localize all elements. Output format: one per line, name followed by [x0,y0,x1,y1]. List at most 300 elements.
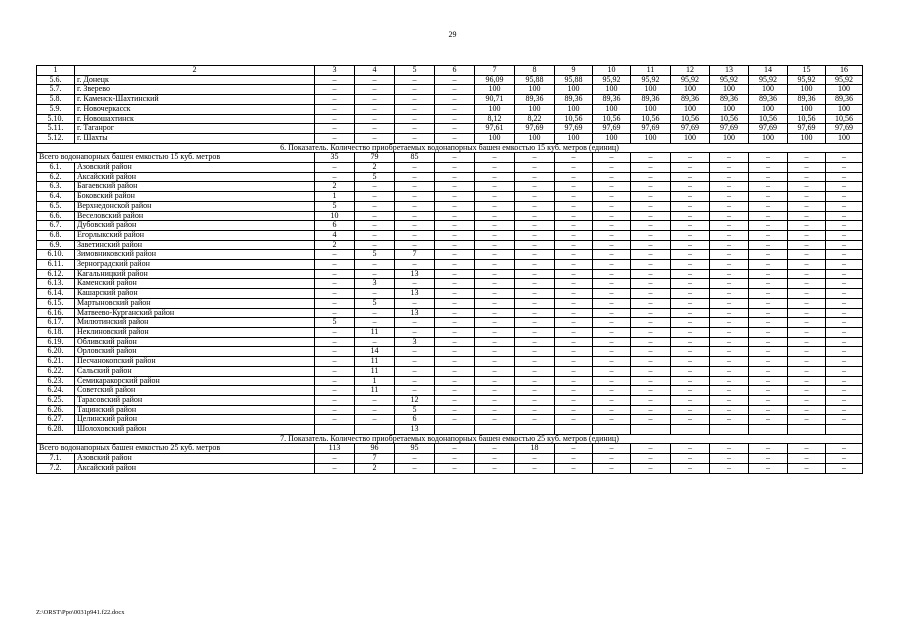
row-number: 6.16. [37,308,75,318]
value-cell: – [515,347,555,357]
value-cell: – [475,444,515,454]
value-cell: – [315,298,355,308]
value-cell: – [435,172,475,182]
table-row [37,230,863,240]
value-cell: – [788,337,826,347]
value-cell: – [749,386,788,396]
value-cell: – [826,279,863,289]
value-cell: – [593,211,631,221]
column-number-cell: 14 [749,66,788,76]
value-cell: – [395,279,435,289]
value-cell: – [631,269,671,279]
value-cell: – [593,298,631,308]
value-cell: – [749,337,788,347]
value-cell: – [671,366,710,376]
value-cell: – [826,327,863,337]
value-cell: – [788,172,826,182]
value-cell: 8,12 [475,114,515,124]
value-cell: – [515,386,555,396]
value-cell: – [593,444,631,454]
value-cell: – [355,230,395,240]
value-cell: – [593,318,631,328]
value-cell: – [593,289,631,299]
value-cell: – [788,366,826,376]
value-cell [315,425,355,435]
row-number: 6.13. [37,279,75,289]
value-cell: – [355,337,395,347]
value-cell: – [593,230,631,240]
value-cell: – [710,230,749,240]
value-cell: – [555,192,593,202]
value-cell: – [710,298,749,308]
table-row [37,405,863,415]
value-cell: – [710,192,749,202]
value-cell: – [315,454,355,464]
value-cell: – [593,269,631,279]
value-cell: – [631,279,671,289]
value-cell: – [826,230,863,240]
row-number: 6.23. [37,376,75,386]
value-cell: 89,36 [631,95,671,105]
value-cell: – [515,211,555,221]
value-cell: – [475,289,515,299]
value-cell: – [355,104,395,114]
table-row [37,425,863,435]
row-number: 6.14. [37,289,75,299]
value-cell: – [515,405,555,415]
value-cell: 113 [315,444,355,454]
value-cell: – [435,230,475,240]
value-cell: – [826,211,863,221]
value-cell: – [671,337,710,347]
value-cell: – [826,298,863,308]
table-row [37,182,863,192]
row-number: 6.10. [37,250,75,260]
value-cell: 2 [315,182,355,192]
value-cell: – [435,211,475,221]
row-name: Азовский район [75,454,315,464]
value-cell: – [515,153,555,163]
value-cell: – [671,260,710,270]
value-cell: – [515,250,555,260]
row-number: 6.4. [37,192,75,202]
value-cell: – [593,454,631,464]
value-cell: – [749,298,788,308]
value-cell: – [749,463,788,473]
footer-path: Z:\ORST\Ppo\0031p941.f22.docx [36,609,125,616]
value-cell: – [555,395,593,405]
column-number-cell: 4 [355,66,395,76]
value-cell: 2 [315,240,355,250]
table-row [37,337,863,347]
value-cell: – [395,163,435,173]
value-cell: – [593,192,631,202]
value-cell: 97,69 [710,124,749,134]
value-cell: – [395,172,435,182]
value-cell: – [671,289,710,299]
value-cell: 10,56 [555,114,593,124]
value-cell: – [395,318,435,328]
value-cell: 5 [355,250,395,260]
value-cell: – [475,454,515,464]
value-cell: – [315,260,355,270]
value-cell: – [555,463,593,473]
row-name: Тацинский район [75,405,315,415]
table-row [37,172,863,182]
value-cell: – [671,308,710,318]
value-cell: – [515,172,555,182]
row-name: г. Донецк [75,75,315,85]
value-cell: – [671,153,710,163]
value-cell: – [788,250,826,260]
value-cell: – [555,454,593,464]
value-cell [475,425,515,435]
row-number: 5.6. [37,75,75,85]
value-cell: – [435,95,475,105]
value-cell: – [671,211,710,221]
value-cell: 100 [593,104,631,114]
value-cell: – [593,250,631,260]
value-cell: 14 [355,347,395,357]
row-name: Заветинский район [75,240,315,250]
row-name: г. Таганрог [75,124,315,134]
value-cell: – [395,240,435,250]
value-cell: – [435,463,475,473]
value-cell: – [555,269,593,279]
value-cell: – [355,221,395,231]
value-cell: – [710,250,749,260]
value-cell: – [475,463,515,473]
value-cell: – [475,192,515,202]
value-cell: – [710,337,749,347]
value-cell: 8,22 [515,114,555,124]
row-name: Боковский район [75,192,315,202]
value-cell: – [555,415,593,425]
value-cell: – [355,192,395,202]
value-cell: 79 [355,153,395,163]
row-number: 6.7. [37,221,75,231]
value-cell: – [555,327,593,337]
table-row [37,327,863,337]
value-cell: – [315,133,355,143]
value-cell: – [631,386,671,396]
value-cell: – [435,153,475,163]
value-cell: 35 [315,153,355,163]
value-cell: 97,61 [475,124,515,134]
value-cell: – [749,153,788,163]
value-cell: 10,56 [671,114,710,124]
value-cell: – [749,318,788,328]
value-cell: – [710,366,749,376]
value-cell: – [593,240,631,250]
value-cell: – [631,192,671,202]
row-number: 6.26. [37,405,75,415]
value-cell: – [593,415,631,425]
total-row [37,153,863,163]
value-cell: – [671,172,710,182]
value-cell: – [710,347,749,357]
value-cell: 100 [826,133,863,143]
value-cell: – [826,318,863,328]
row-name: Обливский район [75,337,315,347]
value-cell: – [315,405,355,415]
value-cell: – [826,153,863,163]
table-row [37,104,863,114]
table-row [37,269,863,279]
value-cell: – [475,221,515,231]
value-cell: 95,92 [749,75,788,85]
value-cell: – [555,405,593,415]
value-cell: – [435,104,475,114]
section-title: 6. Показатель. Количество приобретаемых водонапорных башен емкостью 15 куб. метров (единиц) [37,143,863,153]
column-number-cell: 9 [555,66,593,76]
table-row [37,395,863,405]
value-cell: 3 [355,279,395,289]
value-cell: – [593,279,631,289]
row-number: 6.5. [37,201,75,211]
value-cell: 89,36 [826,95,863,105]
value-cell [631,425,671,435]
table-row [37,308,863,318]
value-cell: – [671,269,710,279]
column-number-cell: 5 [395,66,435,76]
value-cell: 95,88 [515,75,555,85]
value-cell: – [671,230,710,240]
value-cell: 97,69 [555,124,593,134]
value-cell: – [593,395,631,405]
value-cell: – [826,395,863,405]
value-cell: – [515,308,555,318]
value-cell: – [593,163,631,173]
column-number-cell: 16 [826,66,863,76]
value-cell: 4 [315,230,355,240]
value-cell: – [555,221,593,231]
value-cell: – [315,250,355,260]
value-cell: 2 [355,163,395,173]
value-cell: – [355,269,395,279]
value-cell: 97,69 [593,124,631,134]
value-cell: – [515,260,555,270]
value-cell: – [555,211,593,221]
value-cell: 11 [355,366,395,376]
value-cell: – [435,395,475,405]
table-row [37,211,863,221]
value-cell: – [435,366,475,376]
value-cell: – [788,318,826,328]
value-cell: – [555,201,593,211]
value-cell: – [395,75,435,85]
value-cell: 100 [631,104,671,114]
row-name: Зимовниковский район [75,250,315,260]
value-cell: 100 [555,133,593,143]
value-cell: – [515,240,555,250]
value-cell: – [515,221,555,231]
value-cell: – [435,182,475,192]
value-cell: – [631,463,671,473]
value-cell: – [355,95,395,105]
value-cell: – [749,357,788,367]
value-cell: – [788,211,826,221]
value-cell: 100 [515,133,555,143]
value-cell: 2 [355,463,395,473]
value-cell: – [593,172,631,182]
value-cell: – [593,366,631,376]
value-cell: – [515,463,555,473]
value-cell: – [749,201,788,211]
value-cell: – [555,182,593,192]
table-row [37,114,863,124]
value-cell: – [315,95,355,105]
row-name: г. Каменск-Шахтинский [75,95,315,105]
value-cell: – [395,366,435,376]
table-row [37,454,863,464]
value-cell: 95,92 [826,75,863,85]
value-cell: – [475,163,515,173]
value-cell: – [631,366,671,376]
value-cell: 5 [355,298,395,308]
row-number: 6.11. [37,260,75,270]
value-cell: – [631,454,671,464]
value-cell: – [395,260,435,270]
value-cell: – [355,395,395,405]
value-cell: – [475,395,515,405]
value-cell: – [749,163,788,173]
value-cell: – [435,357,475,367]
table-row [37,75,863,85]
value-cell: – [355,260,395,270]
value-cell: – [555,347,593,357]
value-cell: – [826,201,863,211]
value-cell: – [749,221,788,231]
value-cell: – [515,337,555,347]
value-cell: – [826,289,863,299]
value-cell: – [710,415,749,425]
value-cell: – [710,454,749,464]
value-cell: 97,69 [631,124,671,134]
value-cell [826,425,863,435]
column-number-cell: 10 [593,66,631,76]
value-cell: – [315,308,355,318]
table-row [37,250,863,260]
value-cell: – [631,298,671,308]
row-number: 5.12. [37,133,75,143]
value-cell: – [395,85,435,95]
value-cell: – [593,260,631,270]
row-name: г. Зверево [75,85,315,95]
row-number: 7.2. [37,463,75,473]
value-cell: – [475,298,515,308]
value-cell: 100 [788,85,826,95]
total-label: Всего водонапорных башен емкостью 25 куб. метров [37,444,315,454]
value-cell: – [555,298,593,308]
table-row [37,376,863,386]
value-cell: – [475,260,515,270]
row-name: Аксайский район [75,172,315,182]
column-number-cell: 13 [710,66,749,76]
row-number: 6.15. [37,298,75,308]
value-cell: – [435,279,475,289]
value-cell: – [826,240,863,250]
value-cell: – [826,376,863,386]
column-number-cell: 8 [515,66,555,76]
value-cell: – [671,347,710,357]
row-number: 6.24. [37,386,75,396]
value-cell: – [631,415,671,425]
value-cell: 100 [593,85,631,95]
row-name: Мартыновский район [75,298,315,308]
value-cell: 100 [710,85,749,95]
value-cell: – [671,405,710,415]
value-cell: – [315,366,355,376]
value-cell: 100 [593,133,631,143]
value-cell: – [788,289,826,299]
value-cell: – [475,386,515,396]
value-cell: – [826,163,863,173]
value-cell: – [435,386,475,396]
value-cell: – [671,386,710,396]
value-cell: – [788,279,826,289]
value-cell: – [788,163,826,173]
value-cell: 100 [555,85,593,95]
value-cell: – [671,463,710,473]
row-name: Советский район [75,386,315,396]
value-cell: – [631,308,671,318]
value-cell: – [826,444,863,454]
value-cell: – [788,308,826,318]
row-number: 6.3. [37,182,75,192]
value-cell: – [593,405,631,415]
value-cell: – [475,327,515,337]
value-cell: – [631,163,671,173]
value-cell: – [315,337,355,347]
row-name: Тарасовский район [75,395,315,405]
value-cell: 5 [315,201,355,211]
value-cell: – [395,327,435,337]
value-cell: – [710,182,749,192]
row-number: 5.7. [37,85,75,95]
total-label: Всего водонапорных башен емкостью 15 куб. метров [37,153,315,163]
value-cell: – [555,279,593,289]
value-cell [515,425,555,435]
value-cell: – [826,221,863,231]
value-cell: – [671,376,710,386]
row-number: 6.12. [37,269,75,279]
row-name: Орловский район [75,347,315,357]
row-name: Семикаракорский район [75,376,315,386]
value-cell: – [710,163,749,173]
value-cell: – [395,298,435,308]
value-cell: – [475,279,515,289]
value-cell: – [555,153,593,163]
value-cell: – [355,114,395,124]
table-row [37,240,863,250]
value-cell: – [749,289,788,299]
value-cell: – [593,221,631,231]
value-cell: – [315,376,355,386]
row-number: 6.1. [37,163,75,173]
value-cell: – [788,444,826,454]
value-cell: – [593,327,631,337]
value-cell: 89,36 [788,95,826,105]
row-number: 6.28. [37,425,75,435]
value-cell: – [788,240,826,250]
value-cell: – [555,230,593,240]
value-cell: – [315,269,355,279]
value-cell: – [355,201,395,211]
value-cell: 1 [355,376,395,386]
value-cell: 100 [475,133,515,143]
value-cell: – [515,395,555,405]
